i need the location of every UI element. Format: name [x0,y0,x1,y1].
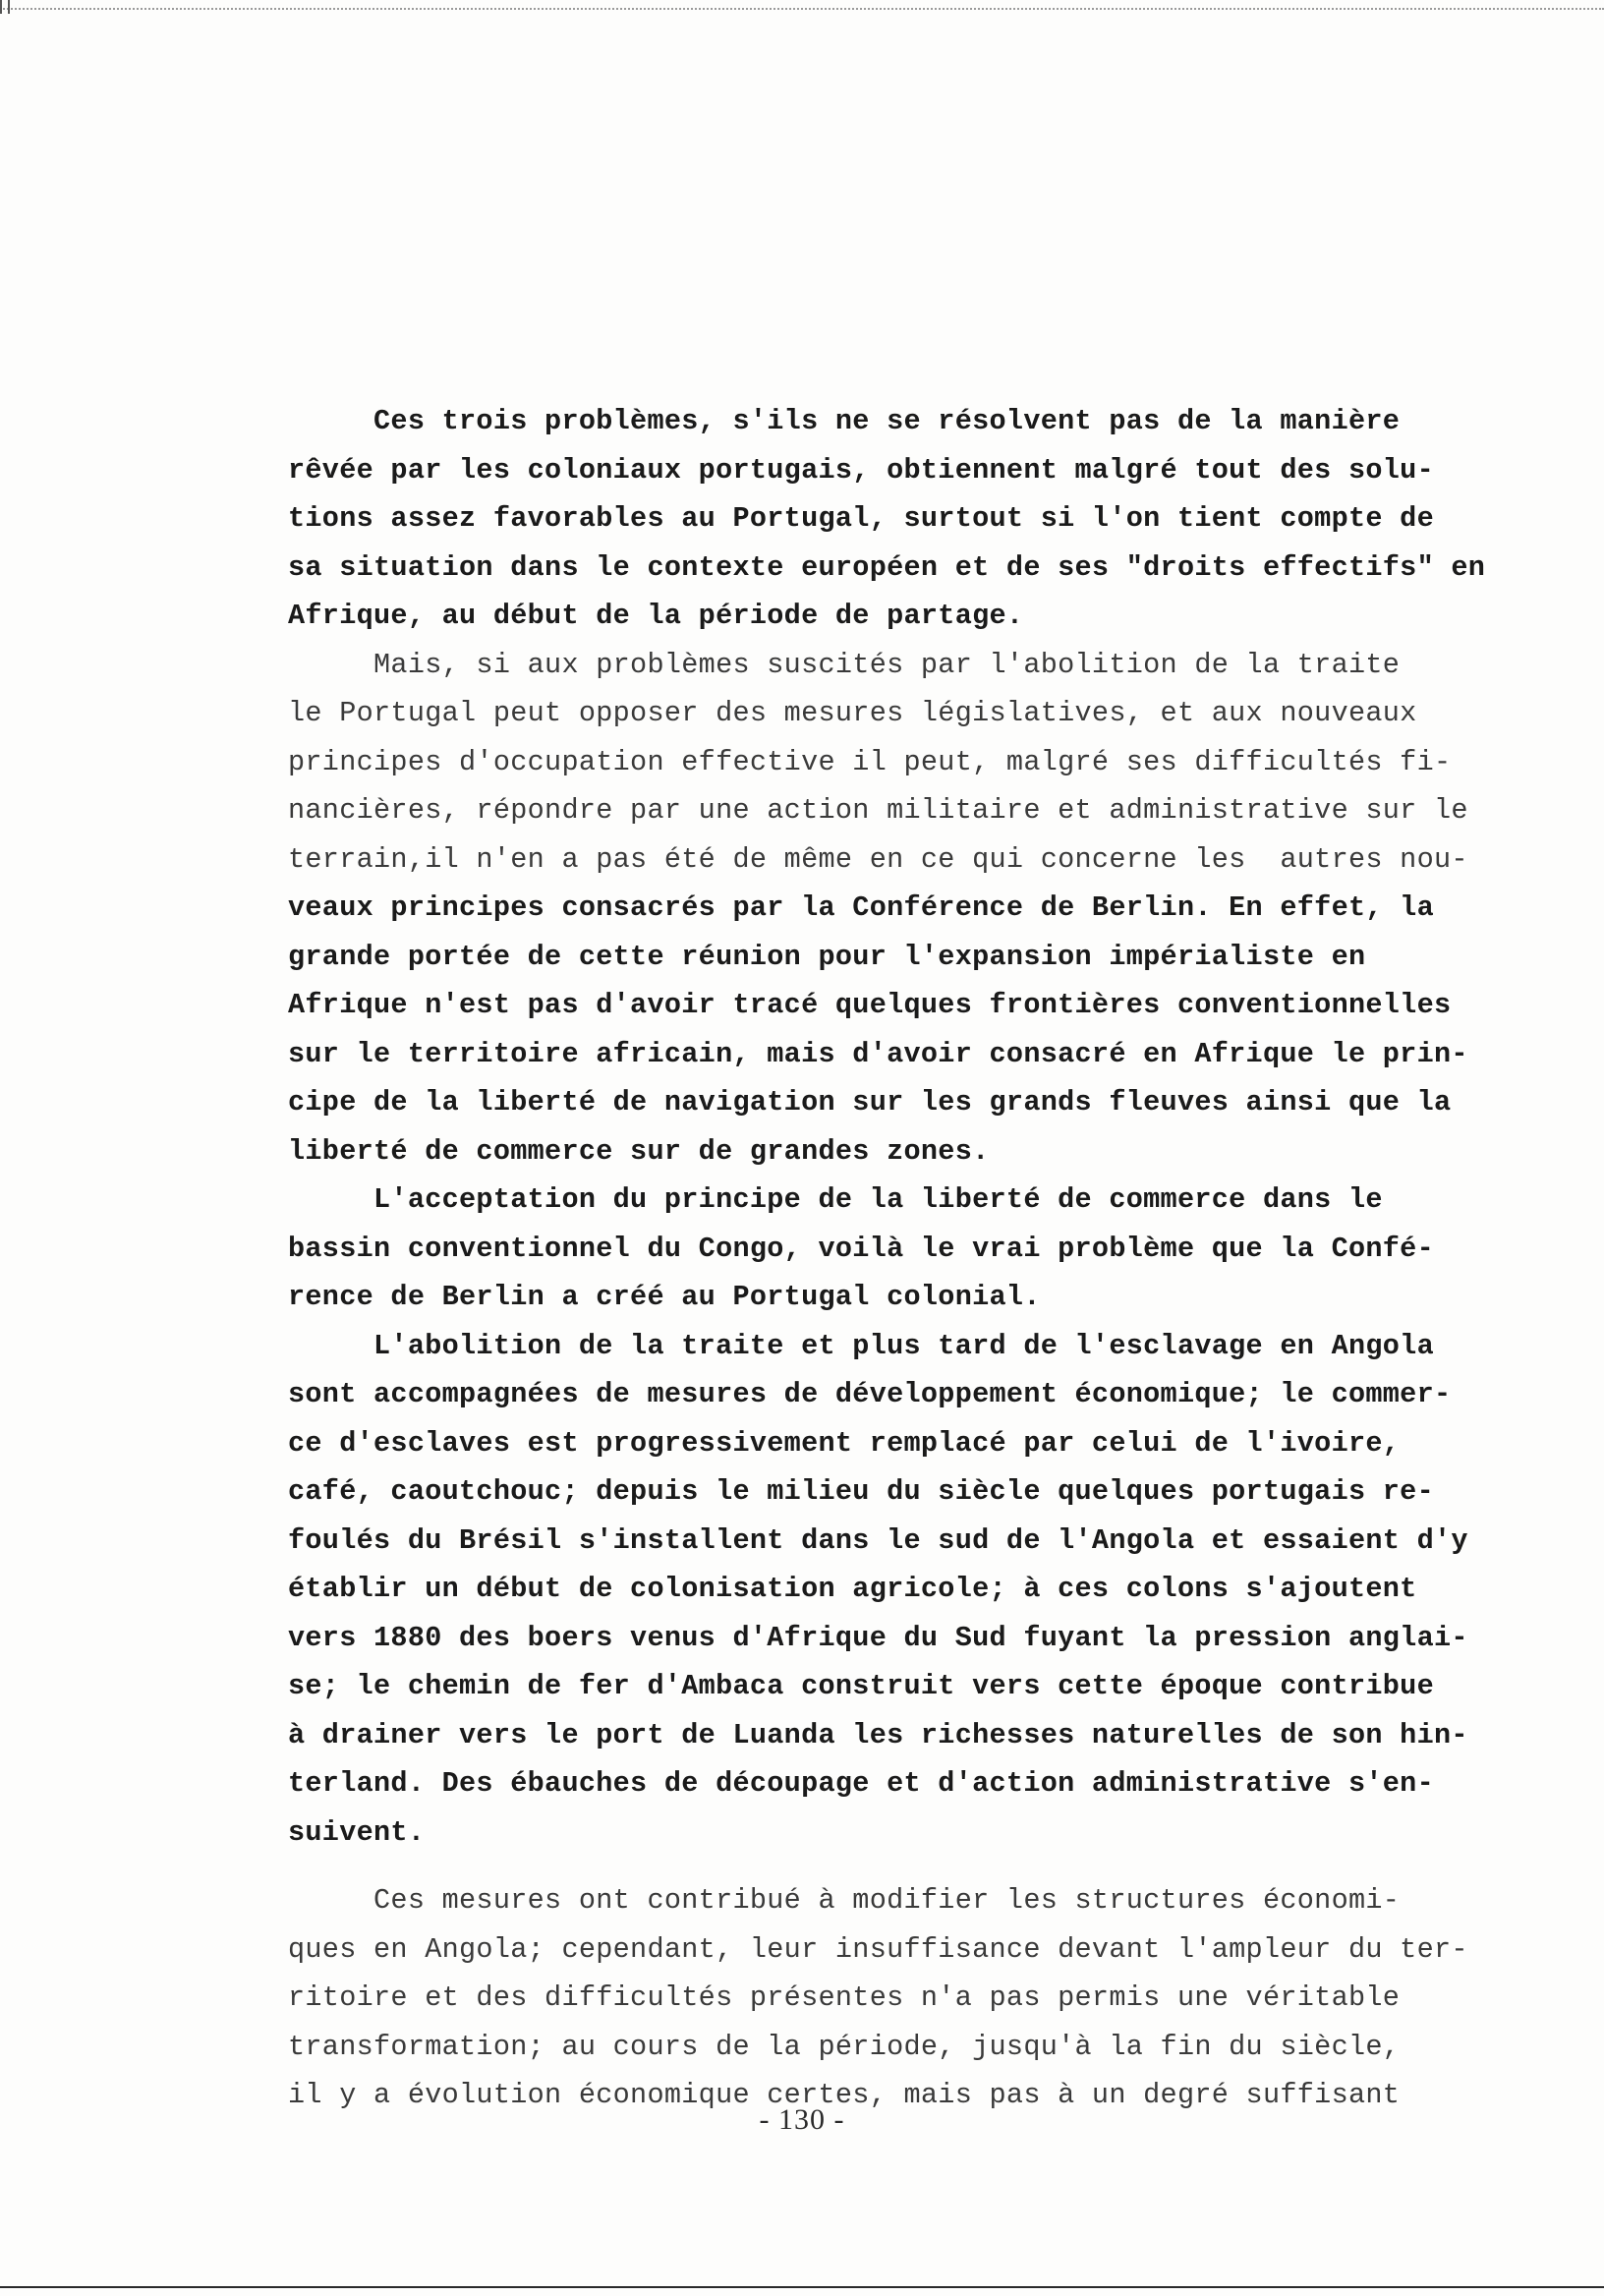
text-line: à drainer vers le port de Luanda les richesses naturelles de son hin- [288,1718,1468,1751]
text-line: café, caoutchouc; depuis le milieu du siècle quelques portugais re- [288,1475,1434,1508]
text-line: suivent. [288,1815,426,1849]
body-text [288,397,1507,2120]
text-line: sa situation dans le contexte européen et de ses "droits effectifs" en [288,550,1486,584]
text-line: se; le chemin de fer d'Ambaca construit vers cette époque contribue [288,1670,1434,1702]
text-line: veaux principes consacrés par la Conférence de Berlin. En effet, la [288,891,1434,924]
paragraph-5 [288,1876,1507,2120]
text-line: ques en Angola; cependant, leur insuffisance devant l'ampleur du ter- [288,1932,1468,1966]
text-line: vers 1880 des boers venus d'Afrique du Sud fuyant la pression anglai- [288,1621,1468,1654]
text-line: L'abolition de la traite et plus tard de l'esclavage en Angola [288,1329,1434,1362]
text-line: bassin conventionnel du Congo, voilà le vrai problème que la Confé- [288,1232,1434,1265]
paragraph-4 [288,1322,1507,1858]
text-line: L'acceptation du principe de la liberté de commerce dans le [288,1183,1383,1216]
page-number: - 130 - [759,2103,845,2136]
text-line: Afrique n'est pas d'avoir tracé quelques frontières conventionnelles [288,989,1452,1021]
text-line: établir un début de colonisation agricole; à ces colons s'ajoutent [288,1573,1417,1605]
text-line: nancières, répondre par une action militaire et administrative sur le [288,794,1468,827]
text-line: terrain,il n'en a pas été de même en ce qui concerne les autres nou- [288,842,1468,876]
text-line: terland. Des ébauches de découpage et d'action administrative s'en- [288,1767,1434,1800]
text-line: Afrique, au début de la période de partage. [288,600,1024,632]
bottom-scan-edge [0,2286,1604,2288]
text-line: sont accompagnées de mesures de développement économique; le commer- [288,1378,1452,1410]
text-line: rence de Berlin a créé au Portugal colonial. [288,1281,1041,1313]
text-line: le Portugal peut opposer des mesures législatives, et aux nouveaux [288,697,1417,729]
text-line: ce d'esclaves est progressivement remplacé par celui de l'ivoire, [288,1426,1401,1460]
text-line: Mais, si aux problèmes suscités par l'abolition de la traite [288,648,1401,681]
top-scan-edge [0,8,1604,13]
text-line: cipe de la liberté de navigation sur les grands fleuves ainsi que la [288,1086,1452,1119]
top-left-scan-mark [0,0,10,14]
text-line: Ces mesures ont contribué à modifier les structures économi- [288,1884,1401,1917]
paragraph-2 [288,641,1507,1177]
text-line: ritoire et des difficultés présentes n'a pas permis une véritable [288,1981,1401,2014]
text-line: foulés du Brésil s'installent dans le sud de l'Angola et essaient d'y [288,1523,1468,1557]
text-line: principes d'occupation effective il peut, malgré ses difficultés fi- [288,745,1452,778]
text-line: rêvée par les coloniaux portugais, obtiennent malgré tout des solu- [288,453,1434,487]
paragraph-3 [288,1176,1507,1322]
paragraph-1 [288,397,1507,641]
text-line: il y a évolution économique certes, mais pas à un degré suffisant [288,2079,1401,2111]
text-line: tions assez favorables au Portugal, surtout si l'on tient compte de [288,502,1434,535]
text-line: sur le territoire africain, mais d'avoir consacré en Afrique le prin- [288,1037,1468,1070]
text-line: liberté de commerce sur de grandes zones. [288,1134,990,1168]
text-line: Ces trois problèmes, s'ils ne se résolvent pas de la manière [288,405,1401,437]
text-line: grande portée de cette réunion pour l'expansion impérialiste en [288,940,1366,973]
text-line: transformation; au cours de la période, jusqu'à la fin du siècle, [288,2030,1401,2063]
paragraph-spacing [288,1857,1507,1876]
